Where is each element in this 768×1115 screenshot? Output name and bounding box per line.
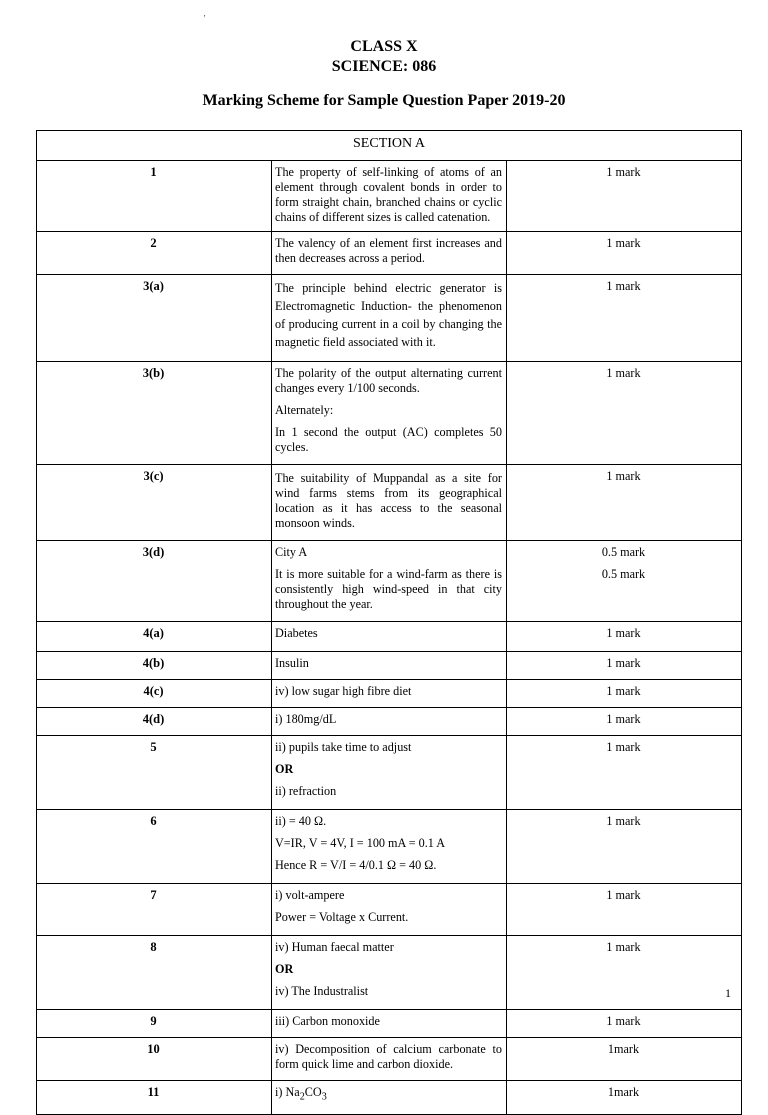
class-heading: CLASS X <box>350 38 418 55</box>
mark-value: 1 mark <box>606 888 641 902</box>
answer-line: V=IR, V = 4V, I = 100 mA = 0.1 A <box>275 836 446 850</box>
answer-line: It is more suitable for a wind-farm as there is consistently high wind-speed in that city throughout the year. <box>275 567 502 611</box>
stray-mark: ‚ <box>203 8 206 18</box>
mark-cell <box>507 680 742 708</box>
page-number: 1 <box>725 986 731 1000</box>
answer-cell <box>272 680 507 708</box>
mark-cell <box>507 362 742 465</box>
question-number: 8 <box>37 936 272 1010</box>
mark-cell <box>507 161 742 232</box>
mark-value: 1 mark <box>606 236 641 250</box>
answer-line: i) 180mg/dL <box>275 712 337 726</box>
answer-cell <box>272 1038 507 1081</box>
mark-cell <box>507 736 742 810</box>
subject-heading: SCIENCE: 086 <box>331 58 437 75</box>
answer-line: iv) Human faecal matter <box>275 940 394 954</box>
or-separator: OR <box>275 962 294 976</box>
formula-subscript: 3 <box>321 1091 327 1103</box>
answer-line: iv) The Industralist <box>275 984 369 998</box>
answer-line: iii) Carbon monoxide <box>275 1014 380 1028</box>
answer-line: The principle behind electric generator is Electromagnetic Induction- the phenomenon of producing current in a coil by changing the magnetic field associated with it. <box>275 281 502 349</box>
question-number: 4(a) <box>37 622 272 652</box>
answer-cell <box>272 232 507 275</box>
mark-cell <box>507 622 742 652</box>
answer-cell <box>272 541 507 622</box>
table-row <box>37 275 742 362</box>
formula-part: CO <box>304 1085 322 1099</box>
section-row <box>37 131 742 161</box>
table-row <box>37 884 742 936</box>
table-row <box>37 622 742 652</box>
table-row <box>37 362 742 465</box>
answer-cell <box>272 465 507 541</box>
answer-line: ii) pupils take time to adjust <box>275 740 412 754</box>
or-separator: OR <box>275 762 294 776</box>
answer-cell <box>272 275 507 362</box>
mark-value: 1 mark <box>606 469 641 483</box>
mark-cell <box>507 652 742 680</box>
answer-line: Insulin <box>275 656 309 670</box>
answer-line: The property of self-linking of atoms of an element through covalent bonds in order to form straight chain, branched chains or cyclic chains of different sizes is called catenation. <box>275 165 502 224</box>
question-number: 11 <box>37 1081 272 1115</box>
question-number: 3(c) <box>37 465 272 541</box>
answer-line: Diabetes <box>275 626 318 640</box>
answer-cell <box>272 622 507 652</box>
mark-cell <box>507 708 742 736</box>
table-row <box>37 652 742 680</box>
answer-cell <box>272 652 507 680</box>
answer-line: In 1 second the output (AC) completes 50 cycles. <box>275 425 502 454</box>
answer-cell <box>272 362 507 465</box>
mark-value: 1 mark <box>606 165 641 179</box>
mark-cell <box>507 275 742 362</box>
table-row <box>37 810 742 884</box>
mark-cell <box>507 884 742 936</box>
answer-line: ii) = 40 Ω. <box>275 814 327 828</box>
answer-cell <box>272 1081 507 1115</box>
mark-cell <box>507 810 742 884</box>
mark-cell <box>507 1081 742 1115</box>
question-number: 4(b) <box>37 652 272 680</box>
table-row <box>37 232 742 275</box>
section-heading: SECTION A <box>37 131 742 161</box>
table-row <box>37 1081 742 1115</box>
mark-cell <box>507 541 742 622</box>
mark-value: 1mark <box>607 1042 640 1056</box>
table-row <box>37 1038 742 1081</box>
answer-cell <box>272 736 507 810</box>
mark-cell <box>507 936 742 1010</box>
answer-line: Power = Voltage x Current. <box>275 910 409 924</box>
mark-value: 1mark <box>607 1085 640 1099</box>
table-row <box>37 541 742 622</box>
question-number: 3(a) <box>37 275 272 362</box>
question-number: 2 <box>37 232 272 275</box>
answer-line: The suitability of Muppandal as a site for wind farms stems from its geographical location as it has access to the seasonal monsoon winds. <box>275 471 502 530</box>
mark-value: 1 mark <box>606 279 641 293</box>
answer-line: i) volt-ampere <box>275 888 345 902</box>
document-title: Marking Scheme for Sample Question Paper 2019-20 <box>202 92 566 109</box>
table-row <box>37 736 742 810</box>
mark-value: 1 mark <box>606 684 641 698</box>
mark-value: 1 mark <box>606 1014 641 1028</box>
answer-cell <box>272 161 507 232</box>
mark-cell <box>507 232 742 275</box>
answer-line: The polarity of the output alternating current changes every 1/100 seconds. <box>275 366 502 395</box>
answer-line: Alternately: <box>275 403 334 417</box>
mark-cell <box>507 1038 742 1081</box>
table-row <box>37 708 742 736</box>
question-number: 4(d) <box>37 708 272 736</box>
mark-value: 1 mark <box>606 626 641 640</box>
answer-line: iv) low sugar high fibre diet <box>275 684 412 698</box>
answer-line: iv) Decomposition of calcium carbonate to form quick lime and carbon dioxide. <box>275 1042 502 1071</box>
answer-line: Hence R = V/I = 4/0.1 Ω = 40 Ω. <box>275 858 437 872</box>
answer-cell <box>272 810 507 884</box>
formula-subscript: 2 <box>299 1091 305 1103</box>
answer-cell <box>272 936 507 1010</box>
mark-value: 1 mark <box>606 656 641 670</box>
table-row <box>37 465 742 541</box>
answer-line: City A <box>275 545 308 559</box>
mark-value: 0.5 mark <box>601 545 646 559</box>
answer-cell <box>272 884 507 936</box>
mark-value: 1 mark <box>606 740 641 754</box>
answer-line: ii) refraction <box>275 784 337 798</box>
table-row <box>37 161 742 232</box>
table-row <box>37 936 742 1010</box>
formula-part: i) Na <box>275 1085 300 1099</box>
question-number: 7 <box>37 884 272 936</box>
mark-cell <box>507 465 742 541</box>
answer-line: The valency of an element first increases and then decreases across a period. <box>275 236 502 265</box>
question-number: 10 <box>37 1038 272 1081</box>
mark-value: 1 mark <box>606 366 641 380</box>
question-number: 4(c) <box>37 680 272 708</box>
question-number: 5 <box>37 736 272 810</box>
mark-value: 1 mark <box>606 814 641 828</box>
question-number: 9 <box>37 1010 272 1038</box>
marking-scheme-table <box>36 130 742 1115</box>
mark-value: 1 mark <box>606 712 641 726</box>
table-row <box>37 680 742 708</box>
mark-value: 1 mark <box>606 940 641 954</box>
document-header <box>0 37 768 111</box>
question-number: 3(d) <box>37 541 272 622</box>
question-number: 3(b) <box>37 362 272 465</box>
answer-cell <box>272 708 507 736</box>
question-number: 1 <box>37 161 272 232</box>
mark-value: 0.5 mark <box>601 567 646 581</box>
question-number: 6 <box>37 810 272 884</box>
